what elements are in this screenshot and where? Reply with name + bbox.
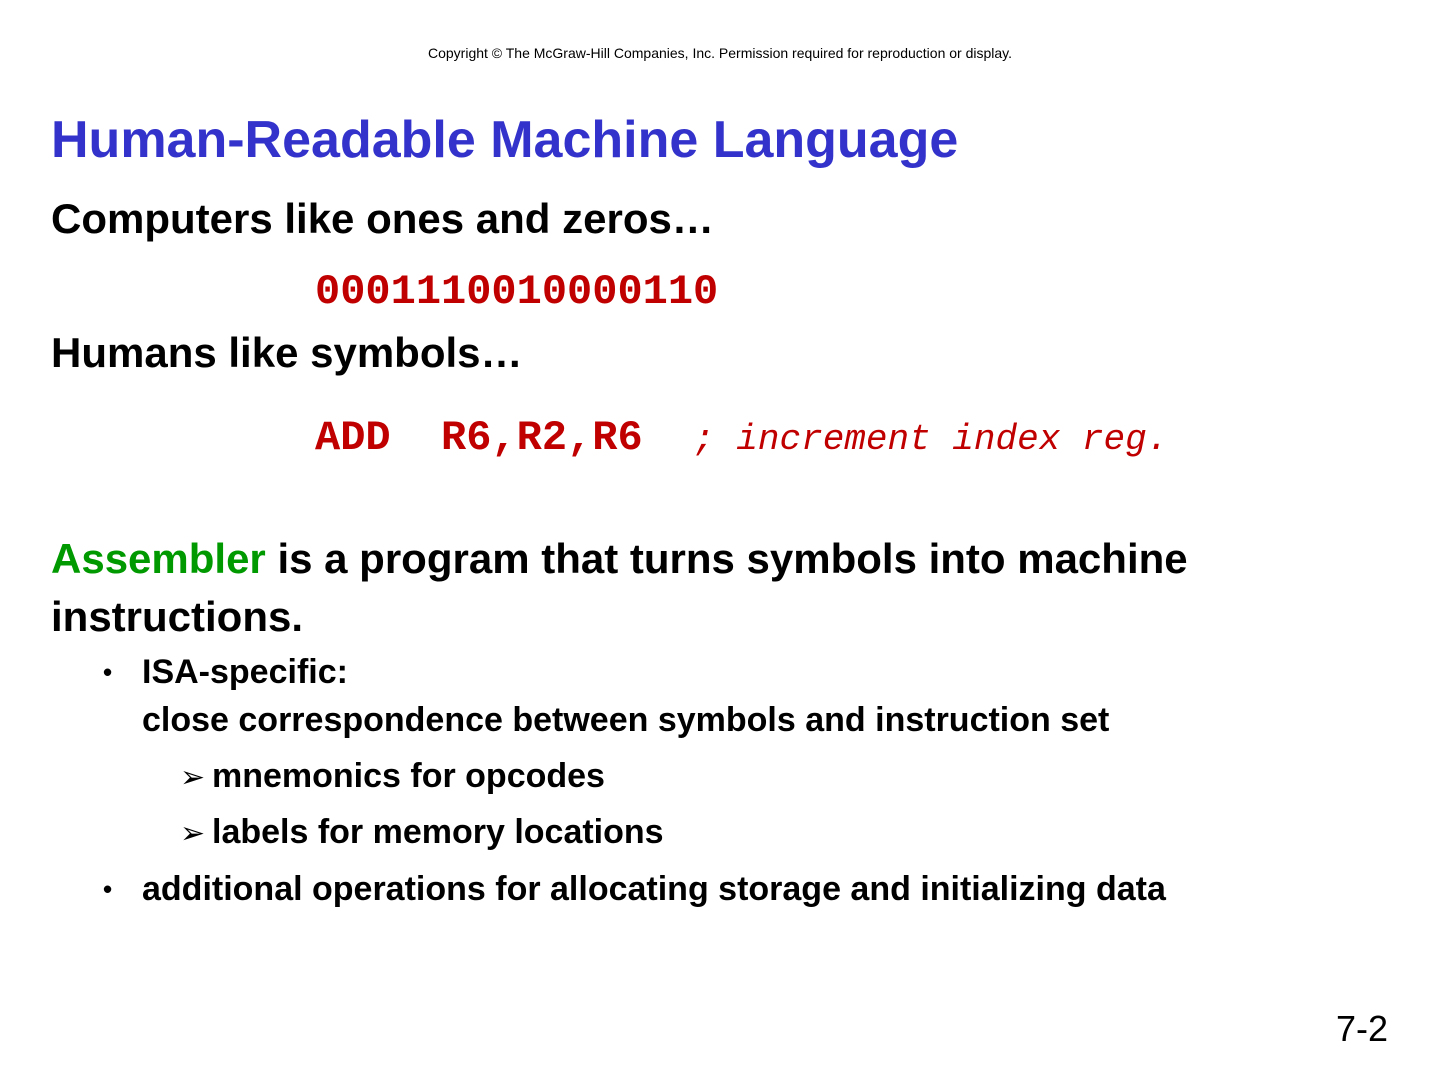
bullet-line-2: close correspondence between symbols and instruction set (142, 701, 1110, 739)
sub-bullet-text: mnemonics for opcodes (212, 757, 605, 795)
binary-code: 0001110010000110 (315, 268, 719, 316)
sub-bullet-labels (180, 808, 664, 858)
bullet-dot: • (103, 657, 113, 687)
line-humans: Humans like symbols… (51, 329, 523, 376)
assembly-instruction: ADD R6,R2,R6 (315, 414, 694, 462)
bullet-text (142, 648, 1109, 744)
bullet-dot: • (103, 874, 113, 904)
slide-title: Human-Readable Machine Language (51, 111, 959, 169)
sub-bullet-mnemonics (180, 752, 605, 802)
comment-semicolon: ; (693, 419, 715, 460)
assembly-line (315, 414, 1168, 462)
sub-bullet-text: labels for memory locations (212, 813, 664, 851)
bullet-text: additional operations for allocating storage and initializing data (142, 870, 1166, 908)
assembly-comment: increment index reg. (714, 419, 1169, 460)
assembler-definition (51, 530, 1201, 646)
bullet-line-1: ISA-specific: (142, 653, 348, 691)
arrow-bullet-icon: ➢ (180, 760, 206, 795)
arrow-bullet-icon: ➢ (180, 816, 206, 851)
assembler-description: is a program that turns symbols into machine instructions. (51, 535, 1188, 640)
copyright-notice: Copyright © The McGraw-Hill Companies, Inc. Permission required for reproduction or display. (427, 45, 1013, 61)
line-computers: Computers like ones and zeros… (51, 195, 714, 242)
assembler-term: Assembler (51, 535, 266, 582)
page-number: 7-2 (1335, 1008, 1388, 1049)
